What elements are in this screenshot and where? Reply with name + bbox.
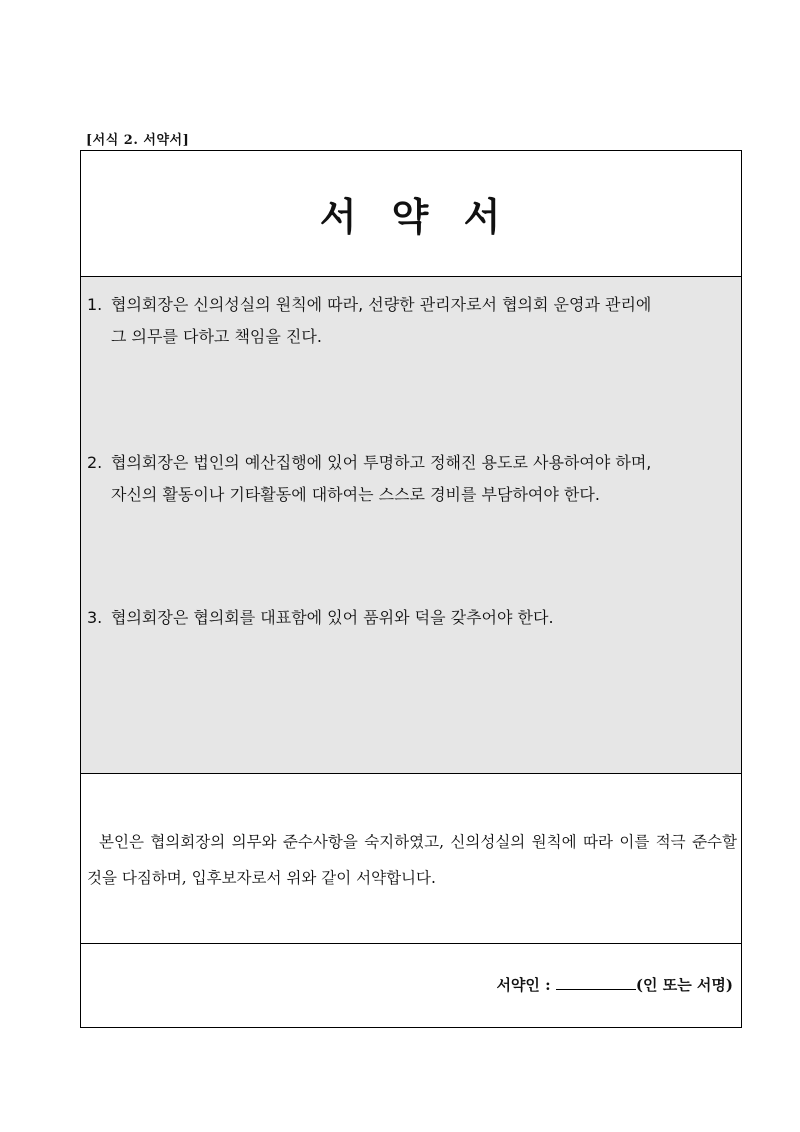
term-text-line2: 자신의 활동이나 기타활동에 대하여는 스스로 경비를 부담하여야 한다. [111,485,600,504]
term-text-line1: 협의회장은 신의성실의 원칙에 따라, 선량한 관리자로서 협의회 운영과 관리에 [111,295,652,314]
term-number: 1. [87,295,103,314]
term-item-2 [87,447,739,511]
form-number-label: [서식 2. 서약서] [86,133,190,148]
terms-section [81,277,741,774]
term-number: 2. [87,453,103,472]
statement-section [81,774,741,944]
term-text-line2: 그 의무를 다하고 책임을 진다. [111,327,322,346]
term-number: 3. [87,608,103,627]
term-item-1 [87,289,739,353]
title-section [81,151,741,277]
term-text-line1: 협의회장은 협의회를 대표함에 있어 품위와 덕을 갖추어야 한다. [111,608,554,627]
signature-suffix: (인 또는 서명) [635,976,733,994]
signature-line [496,974,733,995]
pledge-statement: 본인은 협의회장의 의무와 준수사항을 숙지하였고, 신의성실의 원칙에 따라 이를 적극 준수할것을 다짐하며, 입후보자로서 위와 같이 서약합니다. [87,833,737,887]
term-item-3 [87,602,739,634]
signature-blank[interactable] [556,975,636,990]
document-title: 서 약 서 [319,194,503,239]
signer-label: 서약인 : [496,976,551,994]
pledge-form [80,150,742,1028]
signature-section [81,944,741,1027]
term-text-line1: 협의회장은 법인의 예산집행에 있어 투명하고 정해진 용도로 사용하여야 하며, [111,453,652,472]
